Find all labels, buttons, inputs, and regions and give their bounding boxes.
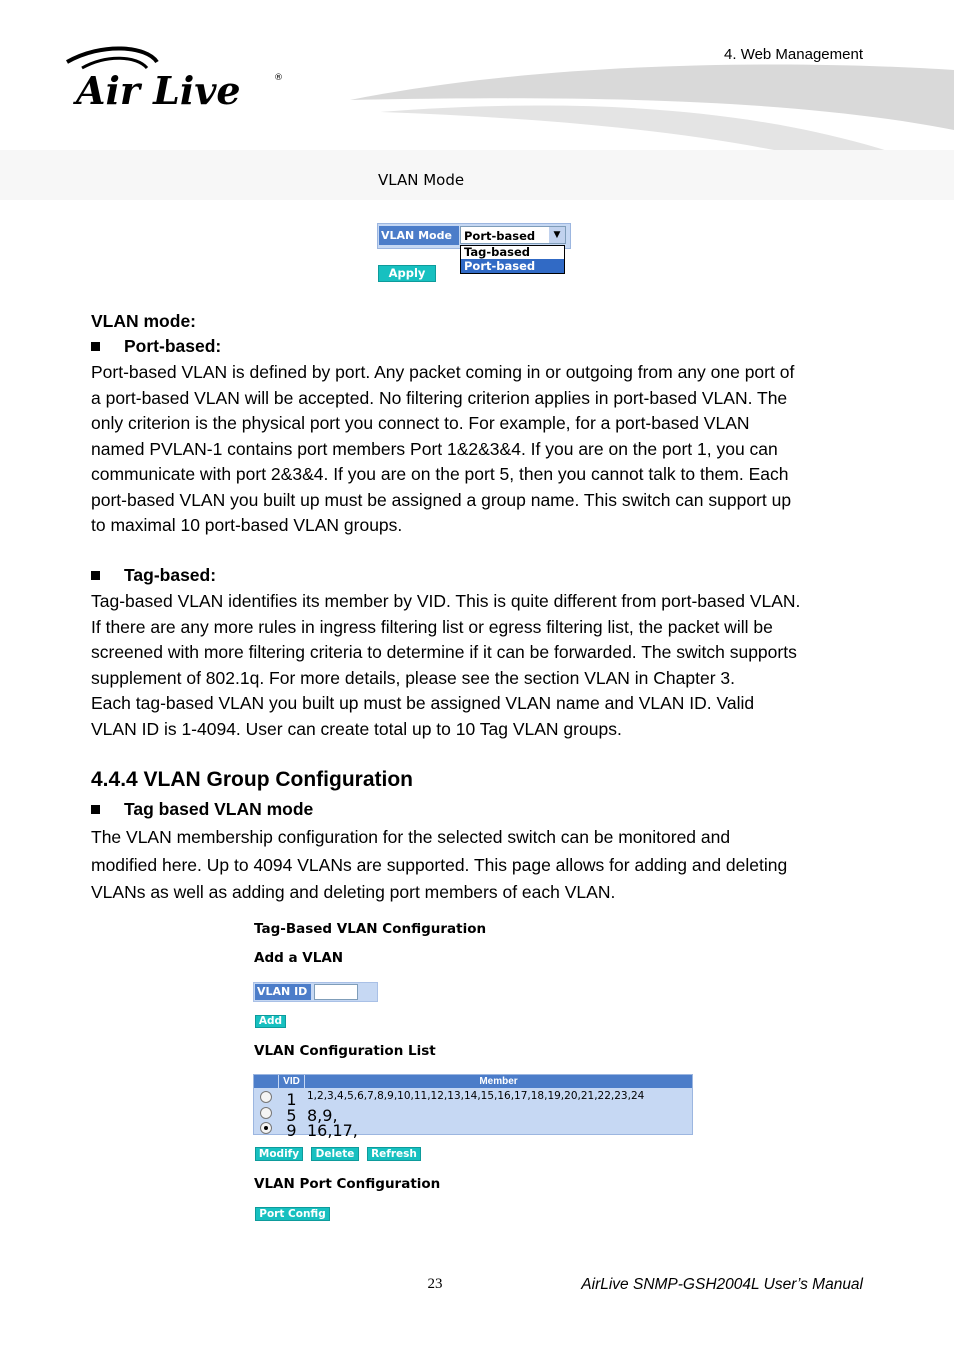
refresh-button[interactable]: Refresh <box>367 1147 421 1161</box>
section-444-heading: 4.4.4 VLAN Group Configuration <box>91 768 414 791</box>
svg-text:Air Live: Air Live <box>76 68 241 113</box>
row-radio-selected[interactable] <box>260 1122 272 1134</box>
column-header-select <box>254 1075 278 1088</box>
vlan-id-label: VLAN ID <box>255 984 311 1000</box>
option-port-based[interactable]: Port-based <box>461 259 564 273</box>
airlive-logo <box>62 44 302 114</box>
vlan-port-config-heading: VLAN Port Configuration <box>254 1176 441 1192</box>
option-tag-based[interactable]: Tag-based <box>464 245 530 259</box>
row-vid: 9 <box>286 1121 297 1140</box>
bullet-square-icon <box>91 571 100 580</box>
chevron-down-icon[interactable]: ▼ <box>549 227 565 243</box>
row-radio[interactable] <box>260 1091 272 1103</box>
row-radio[interactable] <box>260 1107 272 1119</box>
radio-dot-icon <box>264 1126 268 1130</box>
port-config-button[interactable]: Port Config <box>255 1207 330 1221</box>
delete-button[interactable]: Delete <box>311 1147 359 1161</box>
vlan-config-list-heading: VLAN Configuration List <box>254 1043 436 1059</box>
row-vid: 1 <box>286 1090 297 1109</box>
bullet-square-icon <box>91 805 100 814</box>
table-row[interactable] <box>254 1105 692 1125</box>
add-button[interactable]: Add <box>255 1015 286 1028</box>
table-row[interactable] <box>254 1089 692 1109</box>
tag-vlan-mode-title: Tag based VLAN mode <box>91 797 881 823</box>
tag-based-title: Tag-based: <box>91 563 881 589</box>
vlan-id-row <box>253 982 378 1002</box>
apply-button[interactable]: Apply <box>378 265 436 282</box>
column-header-member: Member <box>305 1075 692 1088</box>
manual-title: AirLive SNMP-GSH2004L User’s Manual <box>581 1276 863 1293</box>
section-444-paragraph: The VLAN membership configuration for the selected switch can be monitored and modified here. Up to 4094 VLANs are supported. This page allows for adding and deleting VLANs as well as adding and deleting port members of each VLAN. <box>91 827 788 902</box>
row-member: 1,2,3,4,5,6,7,8,9,10,11,12,13,14,15,16,17,18,19,20,21,22,23,24 <box>307 1090 645 1102</box>
vlan-config-table <box>253 1074 693 1140</box>
add-vlan-heading: Add a VLAN <box>254 950 344 966</box>
tag-based-paragraph: Tag-based VLAN identifies its member by VID. This is quite different from port-based VLAN. If there are any more rules in ingress filtering list or egress filtering list, the packet will be screened with more filtering criteria to determine if it can be forwarded. The switch supports supplement of 802.1q. For more details, please see the section VLAN in Chapter 3. Each tag-based VLAN you built up must be assigned VLAN name and VLAN ID. Valid VLAN ID is 1-4094. User can create total up to 10 Tag VLAN groups. <box>91 591 801 739</box>
port-based-paragraph: Port-based VLAN is defined by port. Any packet coming in or outgoing from any one port of a port-based VLAN will be accepted. No filtering criterion applies in port-based VLAN. The only criterion is the physical port you connect to. For example, for a port-based VLAN named PVLAN-1 contains port members Port 1&2&3&4. If you are on the port 1, you can communicate with port 2&3&4. If you are on the port 5, then you cannot talk to them. Each port-based VLAN you built up must be assigned a group name. This switch can support up to maximal 10 port-based VLAN groups. <box>91 362 795 535</box>
page-number: 23 <box>427 1276 443 1292</box>
row-member: 8,9, <box>307 1106 338 1125</box>
port-based-title: Port-based: <box>91 334 881 360</box>
tag-vlan-config-title: Tag-Based VLAN Configuration <box>254 921 487 937</box>
vlan-mode-label: VLAN Mode <box>379 226 459 245</box>
modify-button[interactable]: Modify <box>255 1147 303 1161</box>
vlan-id-input[interactable] <box>314 984 358 1000</box>
chapter-header: 4. Web Management <box>724 46 863 63</box>
vlan-mode-heading: VLAN mode: <box>91 311 196 331</box>
row-vid: 5 <box>286 1106 297 1125</box>
column-header-vid: VID <box>279 1075 304 1088</box>
row-member: 16,17, <box>307 1121 358 1140</box>
bullet-square-icon <box>91 342 100 351</box>
vlan-mode-selected-value: Port-based <box>464 229 536 243</box>
vlan-mode-dropdown <box>460 245 565 274</box>
vlan-mode-select[interactable] <box>460 226 566 244</box>
vlan-mode-title: VLAN Mode <box>378 171 465 189</box>
svg-text:®: ® <box>274 73 283 83</box>
table-row[interactable] <box>254 1120 692 1140</box>
